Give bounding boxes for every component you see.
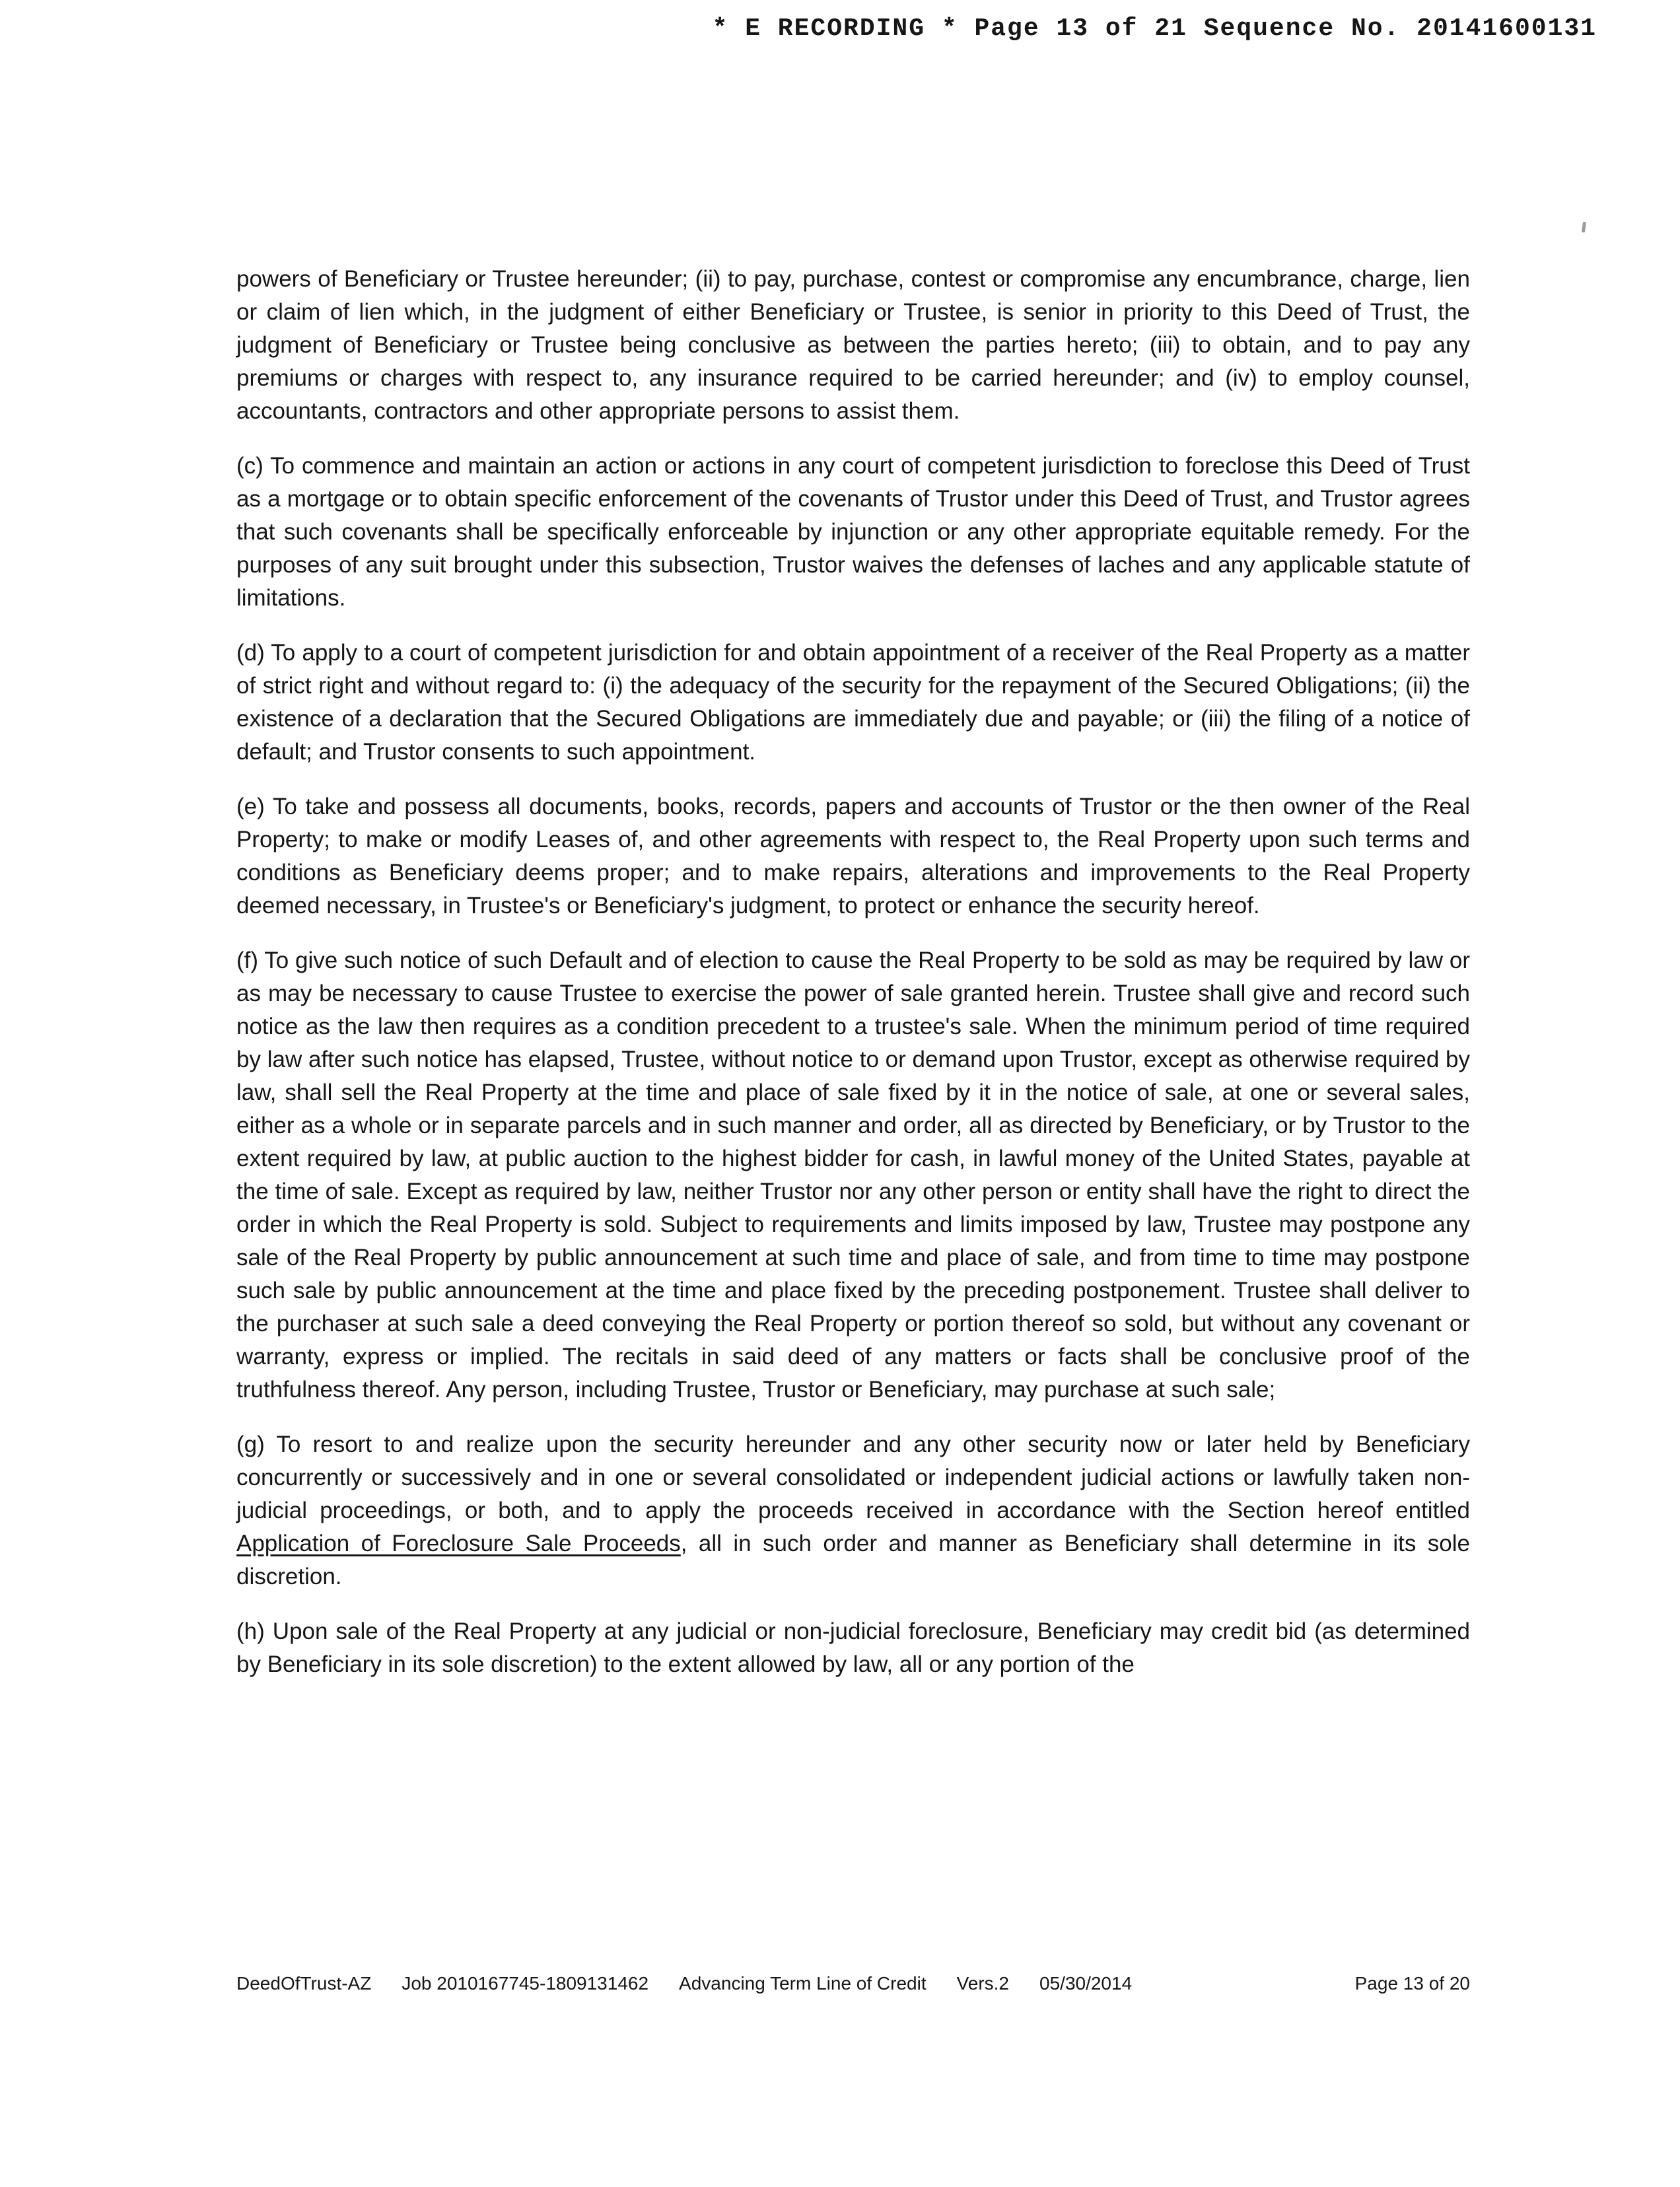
footer-product-name: Advancing Term Line of Credit xyxy=(679,1973,927,1994)
paragraph-g-text-after: , all in such order and manner as Beneficiary shall determine in its sole discretion. xyxy=(236,1531,1471,1589)
cross-reference-foreclosure-proceeds: Application of Foreclosure Sale Proceeds xyxy=(236,1531,681,1556)
paragraph-f: (f) To give such notice of such Default and of election to cause the Real Property to be sold as may be required by law or as may be necessary to cause Trustee to exercise the power of sale granted herein. Trustee shall give and record such notice as the law then requires as a condition precedent to a trustee's sale. When the minimum period of time required by law after such notice has elapsed, Trustee, without notice to or demand upon Trustor, except as otherwise required by law, shall sell the Real Property at the time and place of sale fixed by it in the notice of sale, at one or several sales, either as a whole or in separate parcels and in such manner and order, all as directed by Beneficiary, or by Trustor to the extent required by law, at public auction to the highest bidder for cash, in lawful money of the United States, payable at the time of sale. Except as required by law, neither Trustor nor any other person or entity shall have the right to direct the order in which the Real Property is sold. Subject to requirements and limits imposed by law, Trustee may postpone any sale of the Real Property by public announcement at such time and place of sale, and from time to time may postpone such sale by public announcement at the time and place fixed by the preceding postponement. Trustee shall deliver to the purchaser at such sale a deed conveying the Real Property or portion thereof so sold, but without any covenant or warranty, express or implied. The recitals in said deed of any matters or facts shall be conclusive proof of the truthfulness thereof. Any person, including Trustee, Trustor or Beneficiary, may purchase at such sale; xyxy=(236,948,1470,1403)
paragraph-g xyxy=(236,1428,1470,1593)
paragraph-e: (e) To take and possess all documents, books, records, papers and accounts of Trustor or the then owner of the Real Property; to make or modify Leases of, and other agreements with respect to, the Real Property upon such terms and conditions as Beneficiary deems proper; and to make repairs, alterations and improvements to the Real Property deemed necessary, in Trustee's or Beneficiary's judgment, to protect or enhance the security hereof. xyxy=(236,794,1470,919)
scan-artifact-mark xyxy=(1582,222,1586,233)
footer-page-number: Page 13 of 20 xyxy=(1354,1973,1470,1994)
page-footer xyxy=(236,1973,1470,1994)
document-body xyxy=(236,263,1470,1681)
paragraph-h: (h) Upon sale of the Real Property at any judicial or non-judicial foreclosure, Beneficiary may credit bid (as determined by Beneficiary in its sole discretion) to the extent allowed by law, all or any portion of the xyxy=(236,1618,1470,1677)
paragraph-continuation: powers of Beneficiary or Trustee hereunder; (ii) to pay, purchase, contest or compromise any encumbrance, charge, lien or claim of lien which, in the judgment of either Beneficiary or Trustee, is senior in priority to this Deed of Trust, the judgment of Beneficiary or Trustee being conclusive as between the parties hereto; (iii) to obtain, and to pay any premiums or charges with respect to, any insurance required to be carried hereunder; and (iv) to employ counsel, accountants, contractors and other appropriate persons to assist them. xyxy=(236,266,1470,424)
footer-job-number: Job 2010167745-1809131462 xyxy=(402,1973,649,1994)
footer-version: Vers.2 xyxy=(956,1973,1010,1994)
footer-doc-name: DeedOfTrust-AZ xyxy=(236,1973,372,1994)
footer-date: 05/30/2014 xyxy=(1039,1973,1133,1994)
paragraph-g-text-before: (g) To resort to and realize upon the security hereunder and any other security now or later held by Beneficiary concurrently or successively and in one or several consolidated or independent judicial actions or lawfully taken non-judicial proceedings, or both, and to apply the proceeds received in accordance with the Section hereof entitled xyxy=(236,1432,1470,1523)
paragraph-d: (d) To apply to a court of competent jurisdiction for and obtain appointment of a receiver of the Real Property as a matter of strict right and without regard to: (i) the adequacy of the security for the repayment of the Secured Obligations; (ii) the existence of a declaration that the Secured Obligations are immediately due and payable; or (iii) the filing of a notice of default; and Trustor consents to such appointment. xyxy=(236,640,1470,765)
paragraph-c: (c) To commence and maintain an action or actions in any court of competent jurisdiction to foreclose this Deed of Trust as a mortgage or to obtain specific enforcement of the covenants of Trustor under this Deed of Trust, and Trustor agrees that such covenants shall be specifically enforceable by injunction or any other appropriate equitable remedy. For the purposes of any suit brought under this subsection, Trustor waives the defenses of laches and any applicable statute of limitations. xyxy=(236,453,1470,611)
recording-header: * E RECORDING * Page 13 of 21 Sequence No. 20141600131 xyxy=(712,15,1597,43)
footer-left-group xyxy=(236,1973,1132,1994)
